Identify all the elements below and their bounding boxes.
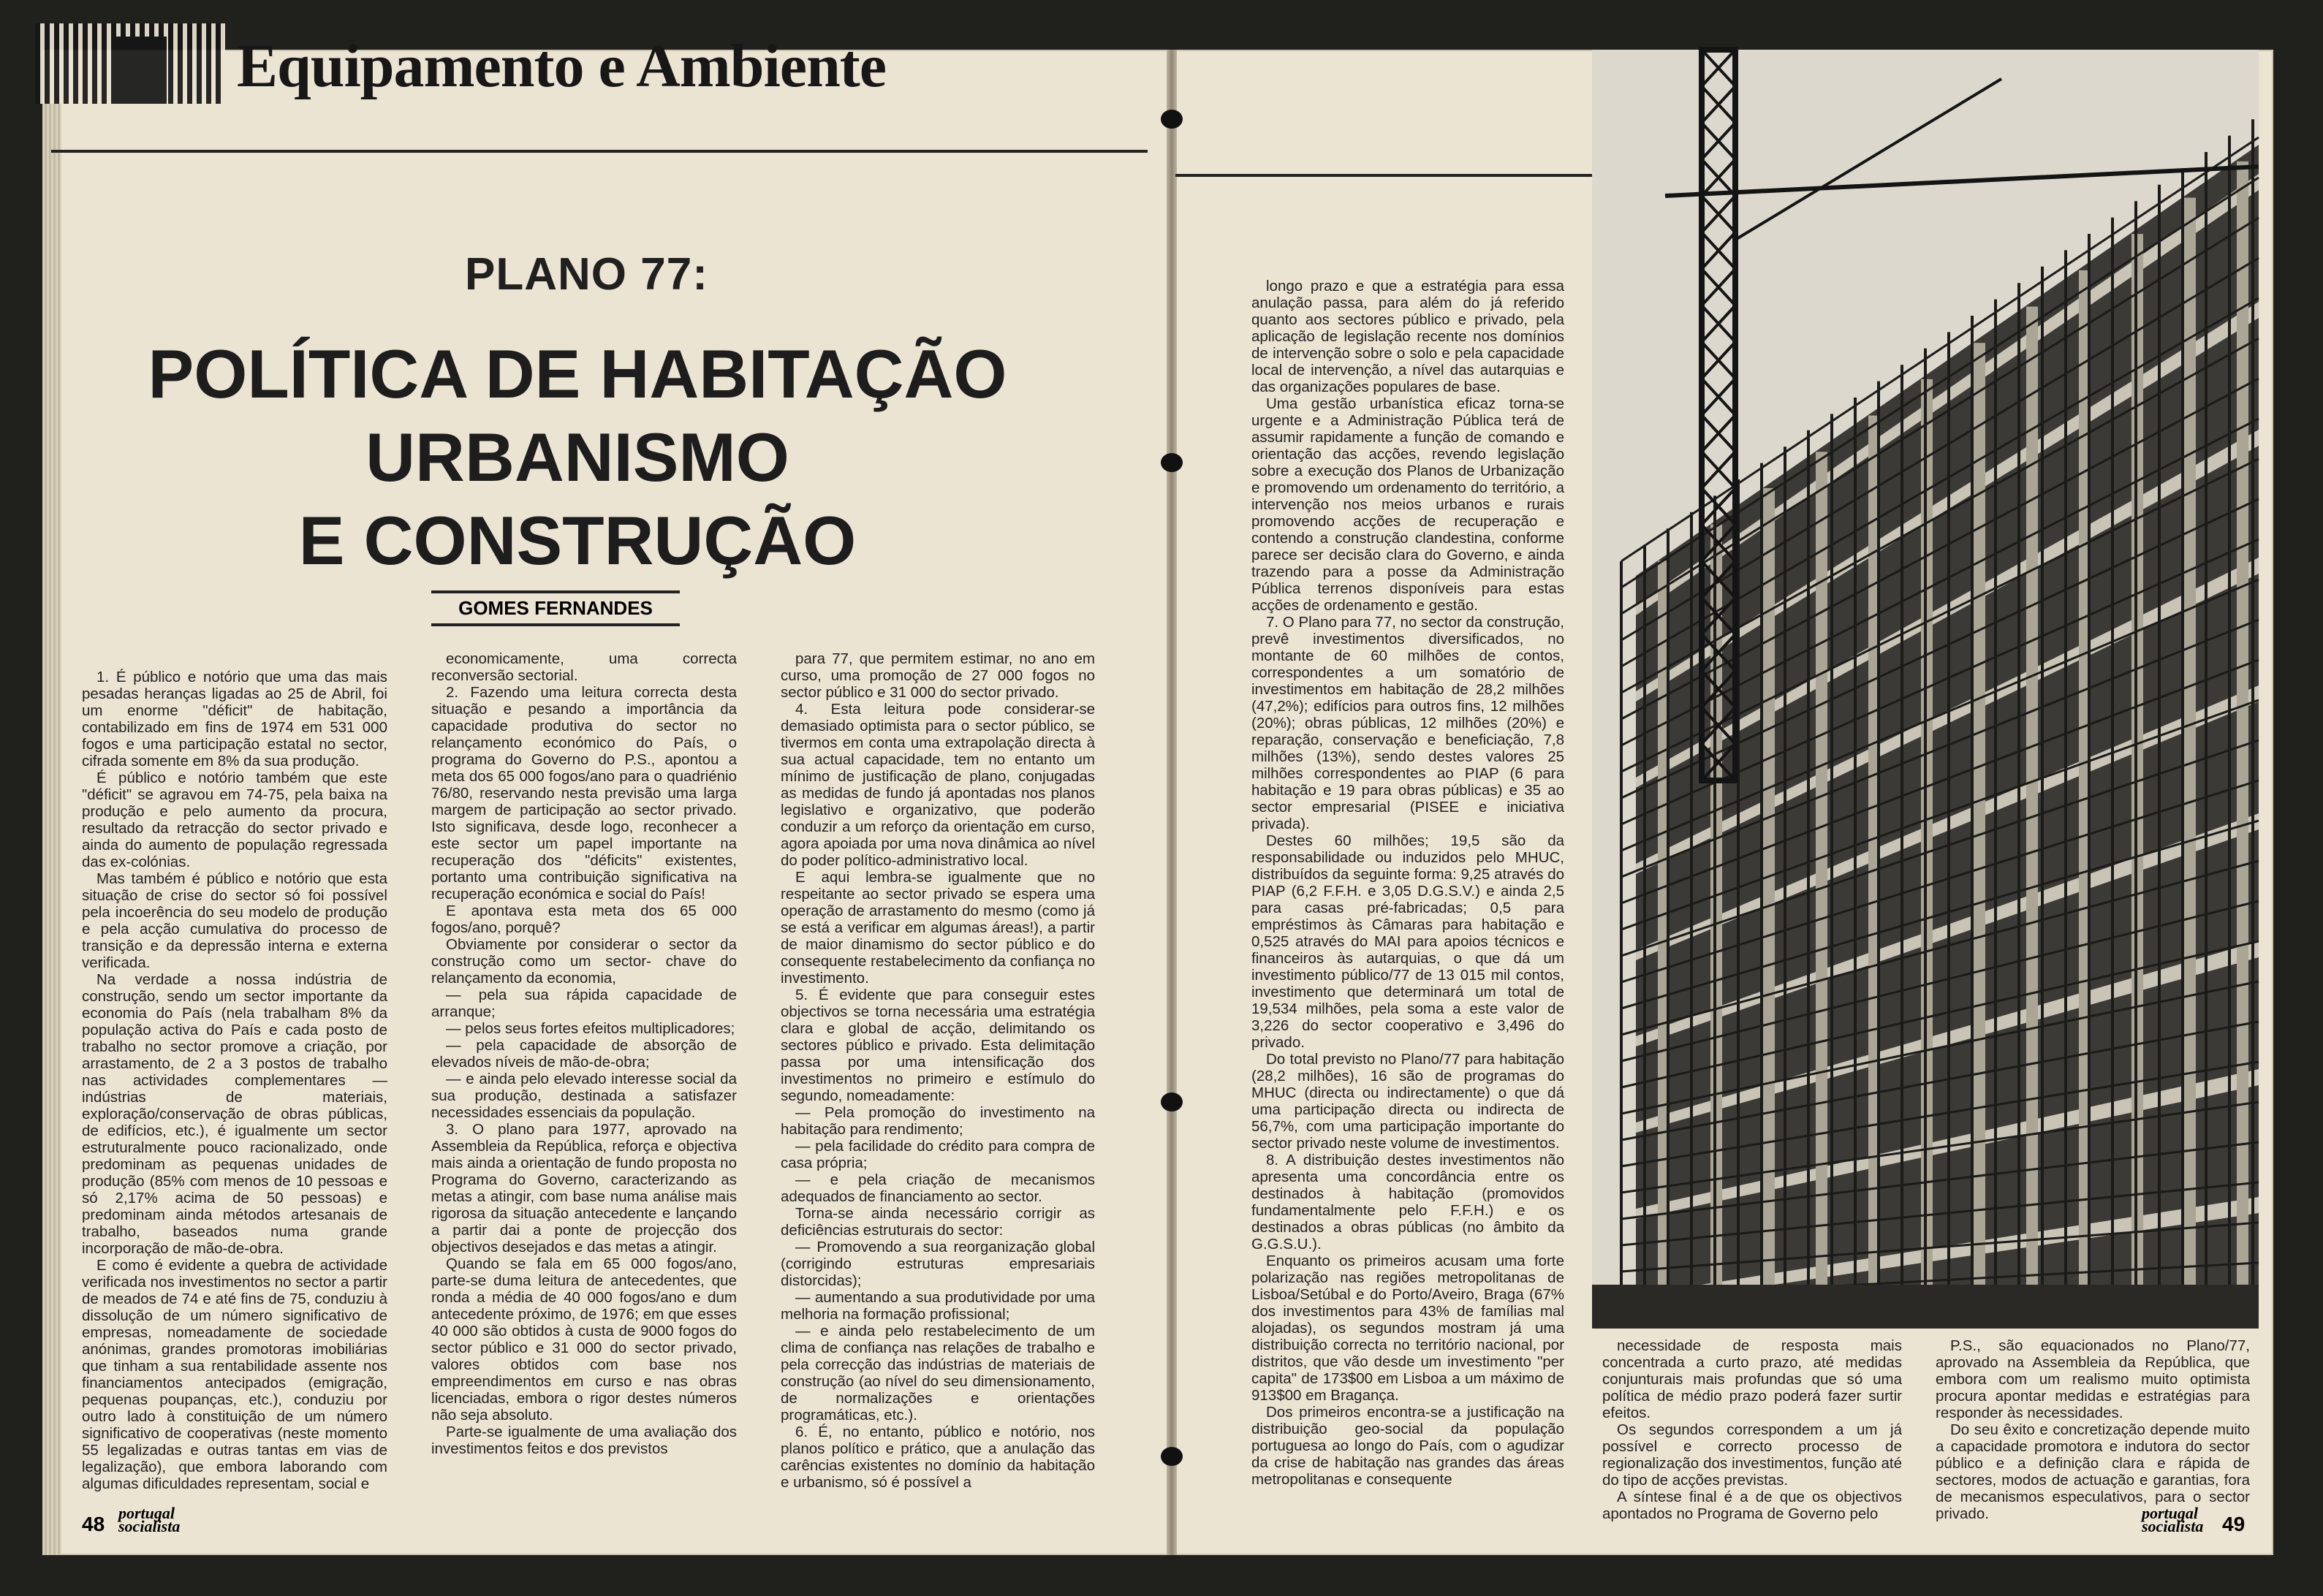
paragraph: 1. É público e notório que uma das mais pesadas heranças ligadas ao 25 de Abril, foi um enorme "déficit" de habitação, contabilizado em fins de 1974 em 531 000 fogos e uma participação estatal no sector, cifrada somente em 8% da sua produção. xyxy=(82,669,387,770)
paragraph: 5. É evidente que para conseguir estes objectivos se torna necessária uma estratégia clara e global de acção, delimitando os sectores público e privado. Esta delimitação passa por uma intensificação dos investimentos no primeiro e estímulo do segundo, nomeadamente: xyxy=(781,987,1095,1104)
paragraph: — pela capacidade de absorção de elevados níveis de mão-de-obra; xyxy=(431,1037,737,1071)
paragraph: Mas também é público e notório que esta situação de crise do sector só foi possível pela incoerência do seu modelo de produção e pela acção cumulativa do processo de transição e da depressão interna e externa verificada. xyxy=(82,870,387,971)
paragraph: Quando se fala em 65 000 fogos/ano, parte-se duma leitura de antecedentes, que ronda a média de 40 000 fogos/ano e dum antecedente próximo, de 1976; em que esses 40 000 são obtidos à custa de 9000 fogos do sector público e 31 000 do sector privado, valores obtidos com base nos empreendimentos em curso e nas obras licenciadas, embora o rigor destes números não seja absoluto. xyxy=(431,1255,737,1424)
paragraph: Os segundos correspondem a um já possível e correcto processo de regionalização dos investimentos, função até do tipo de acções previstas. xyxy=(1602,1421,1902,1489)
text-column-6 xyxy=(1936,1337,2250,1520)
header-rule-right xyxy=(1175,174,1592,177)
headline-line: POLÍTICA DE HABITAÇÃO xyxy=(148,335,1007,412)
staple-hole xyxy=(1161,453,1183,472)
article-kicker: PLANO 77: xyxy=(465,249,708,300)
paragraph: 2. Fazendo uma leitura correcta desta situação e pesando a importância da capacidade produtiva do sector no relançamento económico do País, o programa do Governo do P.S., apontou a meta dos 65 000 fogos/ano para o quadriénio 76/80, reservando nesta previsão uma larga margem de participação ao sector privado. Isto significava, desde logo, reconhecer a este sector um papel importante na recuperação dos "déficits" existentes, portanto uma contribuição significativa na recuperação económica e social do País! xyxy=(431,684,737,902)
paragraph: Dos primeiros encontra-se a justificação na distribuição geo-social da população portuguesa ao longo do País, com o agudizar da crise de habitação nas grandes das áreas metropolitanas e consequente xyxy=(1251,1404,1564,1488)
headline-line: URBANISMO xyxy=(365,419,789,495)
masthead-logo-right xyxy=(2142,1504,2204,1535)
masthead-text: portugal xyxy=(118,1504,175,1522)
paragraph: 7. O Plano para 77, no sector da construção, prevê investimentos diversificados, no montante de 60 milhões de contos, correspondentes a um somatório de investimentos em habitação de 28,2 milhões (47,2%); edifícios para outros fins, 12 milhões (20%); obras públicas, 12 milhões (20%) e reparação, conservação e beneficiação, 7,8 milhões (13%), sendo destes valores 25 milhões correspondentes ao PIAP (6 para habitação e 19 para obras públicas) e 35 ao sector empresarial (PISEE e iniciativa privada). xyxy=(1251,614,1564,832)
paragraph: Na verdade a nossa indústria de construção, sendo um sector importante da economia do País (nela trabalham 8% da população activa do País e cada posto de trabalho no sector promove a criação, por arrastamento, de 2 a 3 postos de trabalho nas actividades complementares — indústrias de materiais, exploração/conservação de obras públicas, de edifícios, etc.), é igualmente um sector estruturalmente pouco racionalizado, onde predominam as pequenas unidades de produção (85% com menos de 10 pessoas e só 2,17% acima de 50 pessoas) e predominam ainda métodos artesanais de trabalho, baseados numa grande incorporação de mão-de-obra. xyxy=(82,971,387,1257)
paragraph: — e ainda pelo restabelecimento de um clima de confiança nas relações de trabalho e pela correcção das indústrias de materiais de construção (ao nível do seu dimensionamento, de normalizações e orientações programáticas, etc.). xyxy=(781,1323,1095,1424)
spine-gutter xyxy=(1167,50,1177,1555)
paragraph: 6. É, no entanto, público e notório, nos planos político e prático, que a anulação das carências existentes no domínio da habitação e urbanismo, só é possível a xyxy=(781,1424,1095,1491)
construction-photo xyxy=(1592,50,2259,1329)
paragraph: economicamente, uma correcta reconversão sectorial. xyxy=(431,650,737,684)
text-column-1 xyxy=(82,669,387,1492)
section-banner xyxy=(32,18,1172,111)
paragraph: 4. Esta leitura pode considerar-se demasiado optimista para o sector público, se tivermos em conta uma extrapolação directa à sua actual capacidade, tem no entanto um mínimo de justificação de plano, conjugadas as medidas de fundo já apontadas nos planos legislativo e organizativo, que poderão conduzir a um reforço da orientação em curso, agora apoiada por uma nova dinâmica ao nível do poder político-administrativo local. xyxy=(781,701,1095,869)
paragraph: A síntese final é a de que os objectivos apontados no Programa de Governo pelo xyxy=(1602,1489,1902,1522)
text-column-3 xyxy=(781,650,1095,1491)
paragraph: — e ainda pelo elevado interesse social da sua produção, destinada a satisfazer necessidades essenciais da população. xyxy=(431,1071,737,1121)
section-logo-artwork xyxy=(35,23,225,104)
text-column-2 xyxy=(431,650,737,1483)
masthead-text: socialista xyxy=(118,1517,181,1535)
paragraph: P.S., são equacionados no Plano/77, aprovado na Assembleia da República, que embora com um realismo muito optimista procura apontar medidas e estratégias para responder às necessidades. xyxy=(1936,1337,2250,1421)
page-edge-stack xyxy=(42,50,61,1555)
section-title: Equipamento e Ambiente xyxy=(237,32,887,100)
masthead-text: socialista xyxy=(2142,1517,2204,1535)
paragraph: Do seu êxito e concretização depende muito a capacidade promotora e indutora do sector público e a definição clara e rápida de sectores, modos de actuação e garantias, fora de mecanismos especulativos, para o sector privado. xyxy=(1936,1421,2250,1522)
paragraph: Obviamente por considerar o sector da construção como um sector- chave do relançamento da economia, xyxy=(431,936,737,987)
paragraph: necessidade de resposta mais concentrada a curto prazo, até medidas conjunturais mais profundas que só uma política de médio prazo poderá fazer surtir efeitos. xyxy=(1602,1337,1902,1421)
page-number-right: 49 xyxy=(2222,1513,2246,1535)
masthead-text: portugal xyxy=(2142,1504,2199,1522)
staple-hole xyxy=(1161,1447,1183,1466)
paragraph: para 77, que permitem estimar, no ano em curso, uma promoção de 27 000 fogos no sector público e 31 000 do sector privado. xyxy=(781,650,1095,701)
paragraph: — aumentando a sua produtividade por uma melhoria na formação profissional; xyxy=(781,1289,1095,1323)
header-rule xyxy=(51,150,1148,153)
paragraph: E como é evidente a quebra de actividade verificada nos investimentos no sector a partir de meados de 74 e até fins de 75, conduziu à dissolução de um número significativo de empresas, nomeadamente de sociedade anónimas, grandes promotoras imobiliárias que tinham a sua rentabilidade assente nos financiamentos antecipados (emigração, pequenas poupanças, etc.), conduziu por outro lado à constituição de um número significativo de cooperativas (neste momento 55 legalizadas e outras tantas em vias de legalização), que embora laborando com algumas dificuldades representam, social e xyxy=(82,1257,387,1492)
byline: GOMES FERNANDES xyxy=(431,590,680,626)
article-headline xyxy=(110,332,1045,582)
paragraph: É público e notório também que este "déficit" se agravou em 74-75, pela baixa na produção e pelo aumento da procura, resultado da retracção do sector privado e ainda do aumento de população regressada das ex-colónias. xyxy=(82,770,387,870)
paragraph: E aqui lembra-se igualmente que no respeitante ao sector privado se espera uma operação de arrastamento do mesmo (como já se está a verificar em algumas áreas!), a partir de maior dinamismo do sector público e do consequente restabelecimento da confiança no investimento. xyxy=(781,869,1095,987)
paragraph: 3. O plano para 1977, aprovado na Assembleia da República, reforça e objectiva mais ainda a orientação de fundo proposta no Programa do Governo, caracterizando as metas a atingir, com base numa análise mais rigorosa da situação antecedente e lançando a partir dai a ponte de projecção dos objectivos desejados e das metas a atingir. xyxy=(431,1121,737,1255)
paragraph: 8. A distribuição destes investimentos não apresenta uma concordância entre os destinados à habitação (promovidos fundamentalmente pelo F.F.H.) e os destinados a obras públicas (no âmbito da G.G.S.U.). xyxy=(1251,1152,1564,1253)
photo-ground xyxy=(1592,1285,2259,1329)
paragraph: — pela facilidade do crédito para compra de casa própria; xyxy=(781,1138,1095,1171)
masthead-logo-left xyxy=(118,1504,181,1535)
paragraph: Do total previsto no Plano/77 para habitação (28,2 milhões), 16 são de programas do MHUC (directa ou indirectamente) o que dá uma participação directa ou indirecta de 56,7%, com uma participação importante do sector privado neste volume de investimentos. xyxy=(1251,1051,1564,1152)
page-number-left: 48 xyxy=(82,1513,105,1535)
paragraph: — pelos seus fortes efeitos multiplicadores; xyxy=(446,1020,735,1037)
paragraph: Uma gestão urbanística eficaz torna-se urgente e a Administração Pública terá de assumir rapidamente a função de comando e orientação das acções, revendo legislação sobre a execução dos Planos de Urbanização e promovendo um ordenamento do território, a intervenção nos meios urbanos e rurais promovendo acções de recuperação e contendo a construção clandestina, conforme parece ser decisão clara do Governo, e ainda trazendo para a posse da Administração Pública terrenos disponíveis para estas acções de ordenamento e gestão. xyxy=(1251,395,1564,614)
text-column-5 xyxy=(1602,1337,1902,1520)
paragraph: — pela sua rápida capacidade de arranque; xyxy=(431,987,737,1020)
staple-hole xyxy=(1161,110,1183,129)
paragraph: — Promovendo a sua reorganização global (corrigindo estruturas empresariais distorcidas); xyxy=(781,1239,1095,1289)
paragraph: Enquanto os primeiros acusam uma forte polarização nas regiões metropolitanas de Lisboa/Setúbal e do Porto/Aveiro, Braga (67% dos investimentos para 43% de famílias mal alojadas), os segundos mostram já uma distribuição correcta no território nacional, por distritos, que vão desde um investimento "per capita" de 173$00 em Lisboa a um máximo de 913$00 em Bragança. xyxy=(1251,1253,1564,1404)
paragraph: Parte-se igualmente de uma avaliação dos investimentos feitos e dos previstos xyxy=(431,1424,737,1457)
headline-line: E CONSTRUÇÃO xyxy=(298,502,857,579)
paragraph: — e pela criação de mecanismos adequados de financiamento ao sector. xyxy=(781,1171,1095,1205)
paragraph: E apontava esta meta dos 65 000 fogos/ano, porquê? xyxy=(431,902,737,936)
text-column-4 xyxy=(1251,278,1564,1513)
paragraph: Destes 60 milhões; 19,5 são da responsabilidade ou induzidos pelo MHUC, distribuídos da seguinte forma: 9,25 através do PIAP (6,2 F.F.H. e 3,05 D.G.S.V.) e ainda 2,5 para casas pré-fabricadas; 0,5 para empréstimos às Câmaras para habitação e 0,525 através do MAI para apoios técnicos e financeiros às autarquias, o que dá um investimento público/77 de 13 015 mil contos, investimento que determinará um total de 19,534 milhões, pela soma a este valor de 3,226 do sector cooperativo e 3,496 do privado. xyxy=(1251,832,1564,1051)
paragraph: longo prazo e que a estratégia para essa anulação passa, para além do já referido quanto aos sectores público e privado, pela aplicação de legislação recente nos domínios de intervenção sobre o solo e pela capacidade local de intervenção, a nível das autarquias e das organizações populares de base. xyxy=(1251,278,1564,395)
paragraph: Torna-se ainda necessário corrigir as deficiências estruturais do sector: xyxy=(781,1205,1095,1239)
construction-photo-image xyxy=(1592,50,2259,1329)
staple-hole xyxy=(1161,1092,1183,1112)
paragraph: — Pela promoção do investimento na habitação para rendimento; xyxy=(781,1104,1095,1138)
